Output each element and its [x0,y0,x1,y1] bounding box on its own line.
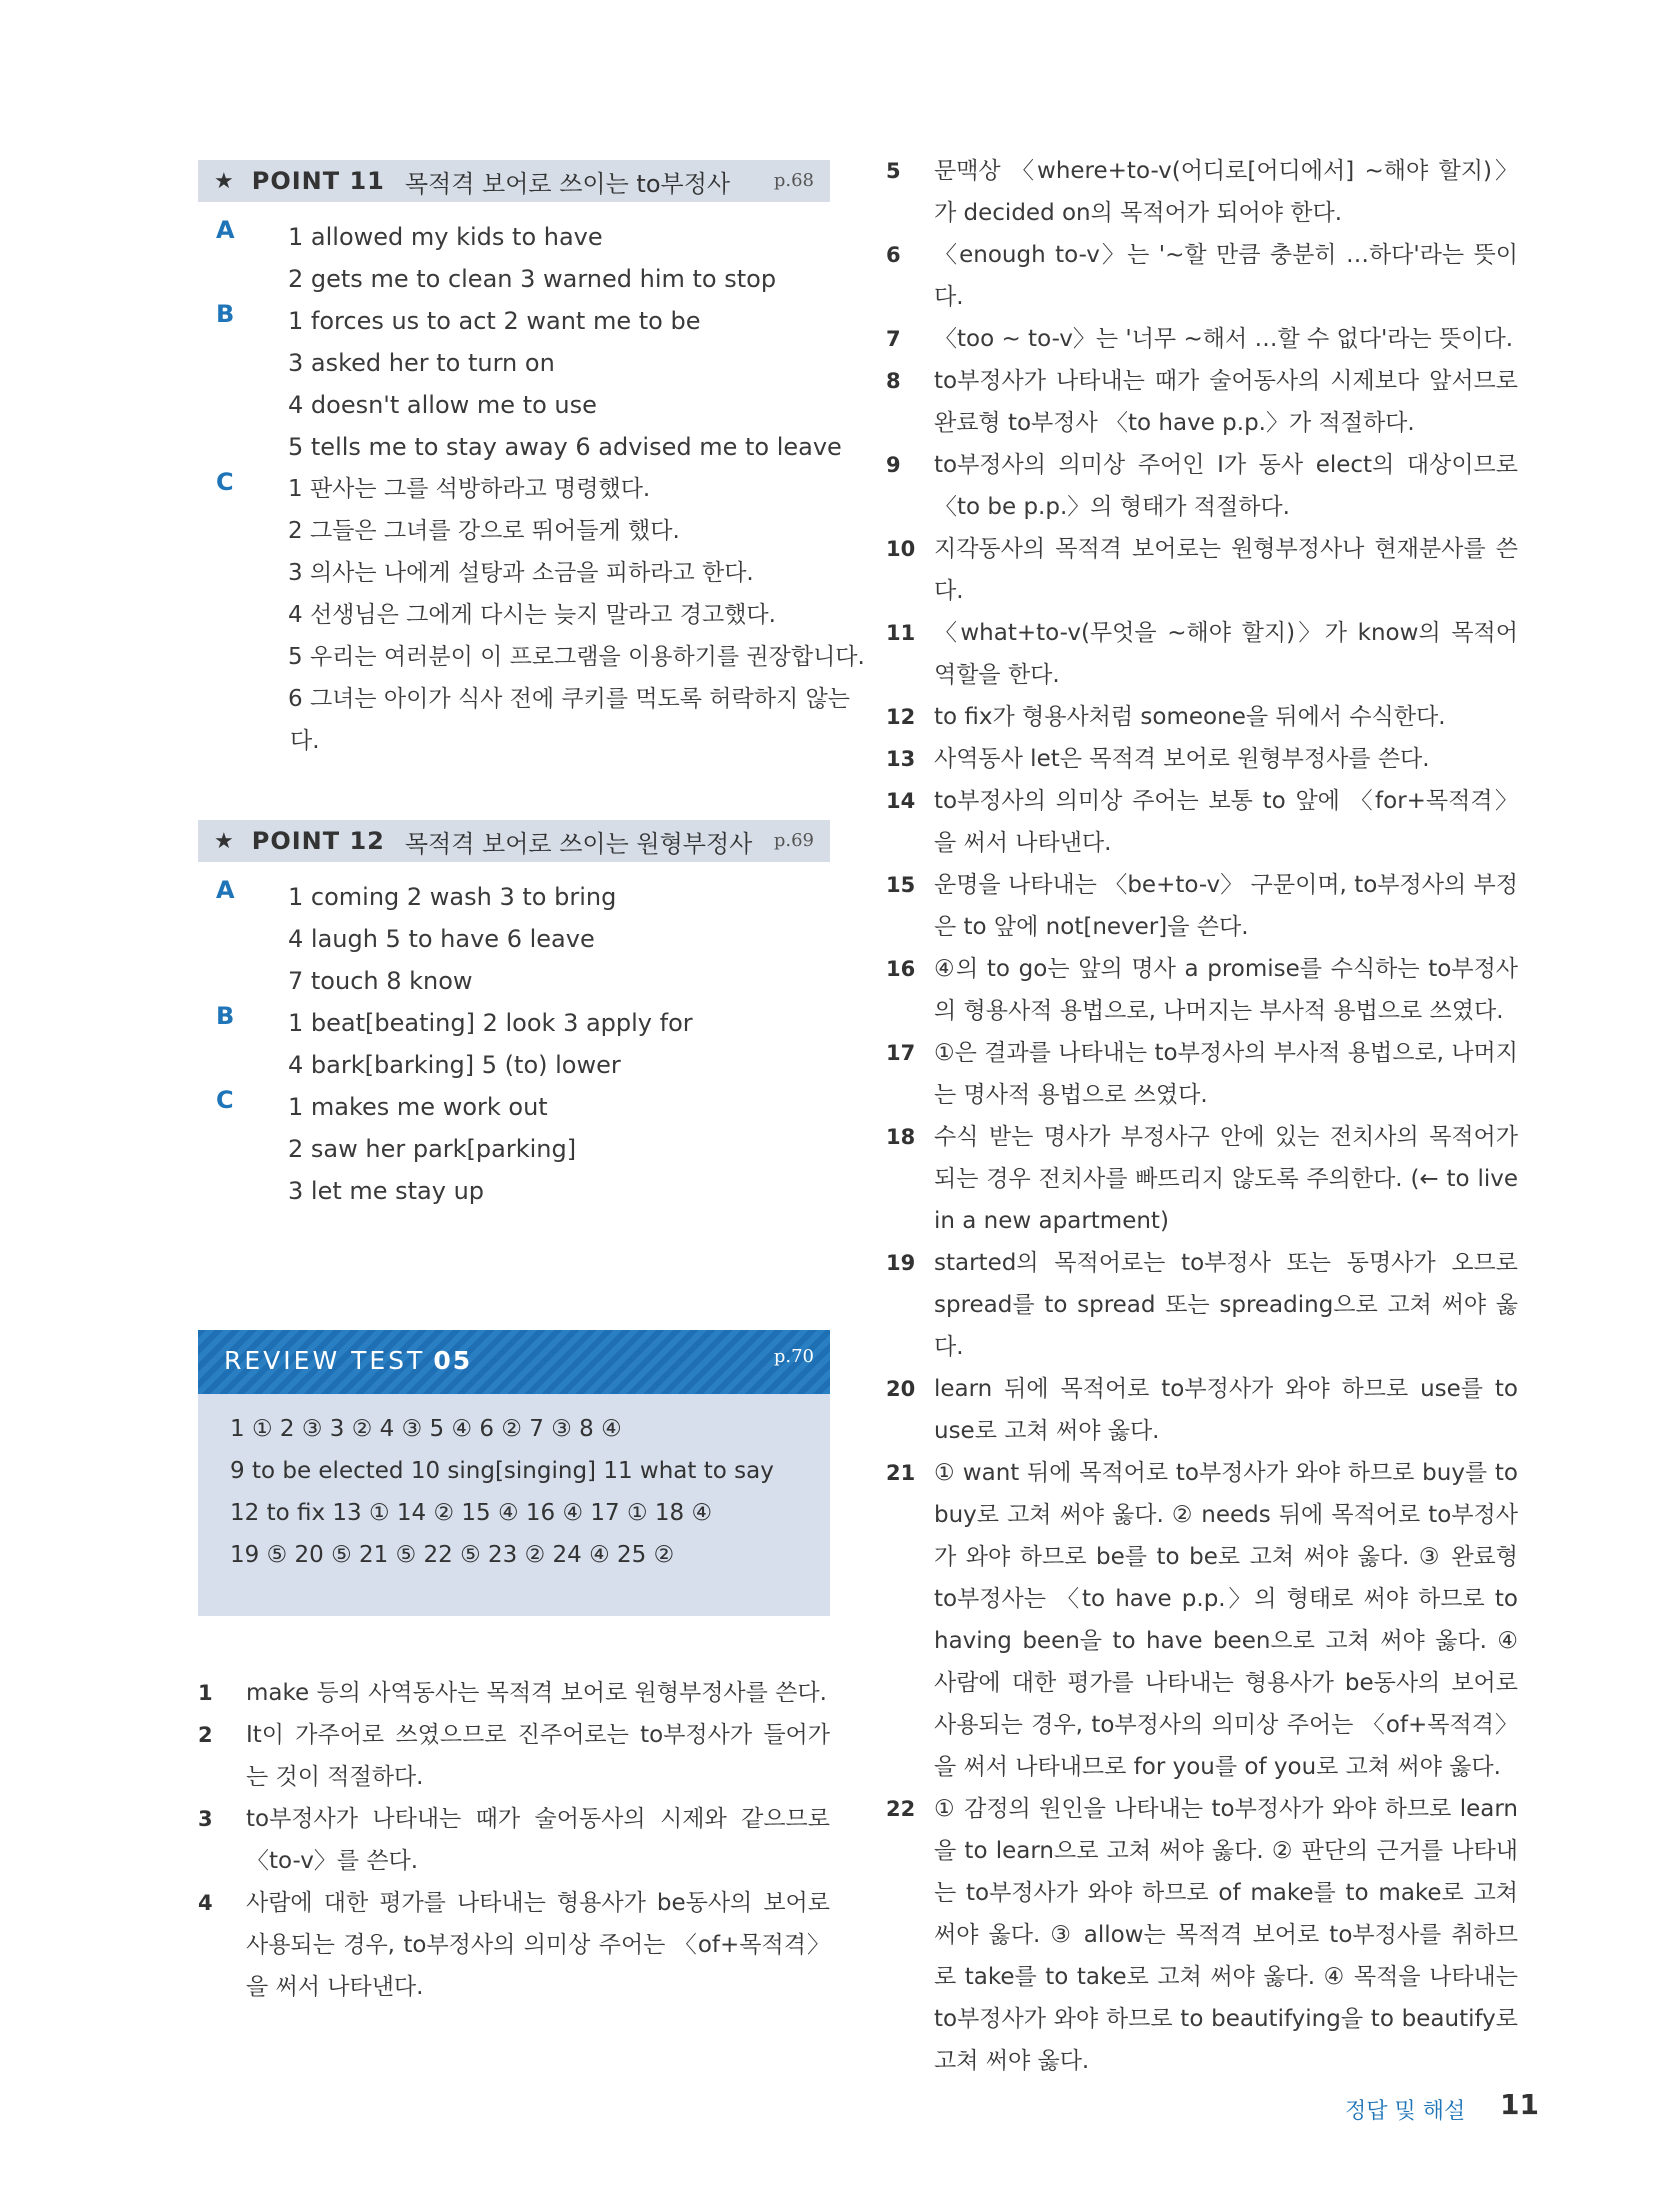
explanation-item [886,738,1518,780]
review-answer-line: 19 ⑤ 20 ⑤ 21 ⑤ 22 ⑤ 23 ② 24 ④ 25 ② [230,1542,675,1568]
explanation-number: 3 [198,1807,213,1831]
answer-line: 1 판사는 그를 석방하라고 명령했다. [288,476,651,502]
explanation-number: 7 [886,327,901,351]
explanation-number: 5 [886,159,901,183]
explanation-number: 1 [198,1681,213,1705]
review-answer-line: 1 ① 2 ③ 3 ② 4 ③ 5 ④ 6 ② 7 ③ 8 ④ [230,1416,622,1442]
answer-line: 1 beat[beating] 2 look 3 apply for [288,1009,693,1037]
explanation-item [886,864,1518,948]
explanation-text: ① 감정의 원인을 나타내는 to부정사가 와야 하므로 learn을 to learn으로 고쳐 써야 옳다. ② 판단의 근거를 나타내는 to부정사가 와야 하므로 of make를 to make로 고쳐 써야 옳다. ③ allow는 목적격 보어로 to부정사를 취하므로 take를 to take로 고쳐 써야 옳다. ④ 목적을 나타내는 to부정사가 와야 하므로 to beautifying을 to beautify로 고쳐 써야 옳다. [934,1796,1518,2074]
explanation-item [198,1798,830,1882]
explanation-text: 사람에 대한 평가를 나타내는 형용사가 be동사의 보어로 사용되는 경우, to부정사의 의미상 주어는 〈of+목적격〉을 써서 나타낸다. [246,1890,830,2000]
explanation-item [886,948,1518,1032]
point-12-page-ref: p.69 [773,830,814,851]
point-12-label: POINT 12 [251,827,385,855]
section-letter: A [216,876,235,904]
explanation-text: 수식 받는 명사가 부정사구 안에 있는 전치사의 목적어가 되는 경우 전치사를 빠뜨리지 않도록 주의한다. (← to live in a new apartment) [934,1124,1518,1234]
explanation-number: 11 [886,621,916,645]
footer-label: 정답 및 해설 [1345,2099,1466,2124]
explanation-item [886,528,1518,612]
explanation-item [886,1032,1518,1116]
page-number: 11 [1500,2088,1539,2121]
section-letter: C [216,1086,234,1114]
explanation-item [886,1368,1518,1452]
explanation-text: to부정사의 의미상 주어는 보통 to 앞에 〈for+목적격〉을 써서 나타낸다. [934,788,1518,856]
explanation-item [886,234,1518,318]
explanation-text: 사역동사 let은 목적격 보어로 원형부정사를 쓴다. [934,746,1430,772]
explanation-number: 22 [886,1797,916,1821]
explanation-number: 4 [198,1891,213,1915]
explanation-item [886,150,1518,234]
explanation-text: learn 뒤에 목적어로 to부정사가 와야 하므로 use를 to use로 고쳐 써야 옳다. [934,1376,1518,1444]
explanation-number: 19 [886,1251,916,1275]
explanation-item [886,1788,1518,2082]
explanation-number: 18 [886,1125,916,1149]
answer-line: 4 doesn't allow me to use [288,391,597,419]
explanation-item [886,612,1518,696]
point-11-label: POINT 11 [251,167,385,195]
explanation-number: 10 [886,537,916,561]
answer-line: 3 let me stay up [288,1177,485,1205]
explanation-text: ④의 to go는 앞의 명사 a promise를 수식하는 to부정사의 형용사적 용법으로, 나머지는 부사적 용법으로 쓰였다. [934,956,1518,1024]
point-11-page-ref: p.68 [773,170,814,191]
star-icon: ★ [214,168,234,194]
explanation-number: 14 [886,789,916,813]
explanation-number: 13 [886,747,916,771]
explanation-number: 2 [198,1723,213,1747]
review-test-answers [198,1394,830,1576]
explanation-item [886,696,1518,738]
review-test-title: REVIEW TEST 05 [224,1346,473,1375]
review-test-page-ref: p.70 [773,1346,814,1367]
explanation-text: started의 목적어로는 to부정사 또는 동명사가 오므로 spread를 to spread 또는 spreading으로 고쳐 써야 옳다. [934,1250,1518,1360]
explanations-right [886,150,1518,2082]
point-12-section-c [198,1086,830,1212]
answer-line: 3 의사는 나에게 설탕과 소금을 피하라고 한다. [288,560,754,586]
star-icon: ★ [214,828,234,854]
explanation-text: to부정사의 의미상 주어인 I가 동사 elect의 대상이므로 〈to be p.p.〉의 형태가 적절하다. [934,452,1518,520]
explanation-item [198,1882,830,2008]
point-12-section-a [198,876,830,1002]
explanation-number: 8 [886,369,901,393]
review-test-number: 05 [433,1346,473,1375]
review-answer-line: 9 to be elected 10 sing[singing] 11 what to say [230,1458,774,1484]
explanation-item [198,1672,830,1714]
explanation-number: 6 [886,243,901,267]
review-test-box [198,1330,830,1616]
explanation-item [886,444,1518,528]
explanation-text: to부정사가 나타내는 때가 술어동사의 시제보다 앞서므로 완료형 to부정사 〈to have p.p.〉가 적절하다. [934,368,1518,436]
explanation-text: ①은 결과를 나타내는 to부정사의 부사적 용법으로, 나머지는 명사적 용법으로 쓰였다. [934,1040,1518,1108]
explanation-item [886,780,1518,864]
explanation-number: 12 [886,705,916,729]
explanation-item [886,318,1518,360]
explanation-text: 문맥상 〈where+to-v(어디로[어디에서] ~해야 할지)〉가 decided on의 목적어가 되어야 한다. [934,158,1518,226]
answer-line: 2 그들은 그녀를 강으로 뛰어들게 했다. [288,518,680,544]
explanation-item [198,1714,830,1798]
answer-line: 1 forces us to act 2 want me to be [288,307,701,335]
explanation-number: 16 [886,957,916,981]
answer-line: 4 선생님은 그에게 다시는 늦지 말라고 경고했다. [288,602,776,628]
answer-line: 다. [290,728,320,754]
answer-line: 3 asked her to turn on [288,349,555,377]
answer-line: 4 bark[barking] 5 (to) lower [288,1051,621,1079]
explanation-text: 〈too ~ to-v〉는 '너무 ~해서 …할 수 없다'라는 뜻이다. [934,326,1514,352]
point-12-section-b [198,1002,830,1086]
explanation-text: 〈enough to-v〉는 '~할 만큼 충분히 …하다'라는 뜻이다. [934,242,1518,310]
answer-line: 1 makes me work out [288,1093,548,1121]
explanations-left [198,1672,830,2008]
explanation-text: 〈what+to-v(무엇을 ~해야 할지)〉가 know의 목적어 역할을 한다. [934,620,1518,688]
point-11-title: 목적격 보어로 쓰이는 to부정사 [404,169,731,198]
explanation-text: to fix가 형용사처럼 someone을 뒤에서 수식한다. [934,704,1446,730]
point-11-section-a [198,216,830,300]
explanation-text: It이 가주어로 쓰였으므로 진주어로는 to부정사가 들어가는 것이 적절하다. [246,1722,830,1790]
explanation-number: 20 [886,1377,916,1401]
explanation-item [886,1242,1518,1368]
explanation-number: 9 [886,453,901,477]
explanation-item [886,360,1518,444]
answer-line: 7 touch 8 know [288,967,473,995]
answer-line: 4 laugh 5 to have 6 leave [288,925,595,953]
point-12-title: 목적격 보어로 쓰이는 원형부정사 [404,829,753,858]
explanation-item [886,1116,1518,1242]
answer-line: 5 tells me to stay away 6 advised me to leave [288,433,842,461]
point-12-header [198,820,830,862]
left-column [198,160,865,1212]
section-letter: B [216,300,235,328]
answer-line: 5 우리는 여러분이 이 프로그램을 이용하기를 권장합니다. [288,644,865,670]
explanation-text: make 등의 사역동사는 목적격 보어로 원형부정사를 쓴다. [246,1680,827,1706]
section-letter: B [216,1002,235,1030]
answer-line: 2 gets me to clean 3 warned him to stop [288,265,777,293]
review-answer-line: 12 to fix 13 ① 14 ② 15 ④ 16 ④ 17 ① 18 ④ [230,1500,713,1526]
answer-line: 1 allowed my kids to have [288,223,603,251]
explanation-text: 지각동사의 목적격 보어로는 원형부정사나 현재분사를 쓴다. [934,536,1518,604]
answer-line: 6 그녀는 아이가 식사 전에 쿠키를 먹도록 허락하지 않는 [288,686,850,712]
explanation-number: 21 [886,1461,916,1485]
section-letter: A [216,216,235,244]
explanation-item [886,1452,1518,1788]
answer-line: 2 saw her park[parking] [288,1135,577,1163]
explanation-number: 17 [886,1041,916,1065]
explanation-number: 15 [886,873,916,897]
point-11-header [198,160,830,202]
point-11-section-c [198,468,865,762]
answer-line: 1 coming 2 wash 3 to bring [288,883,617,911]
explanation-text: ① want 뒤에 목적어로 to부정사가 와야 하므로 buy를 to buy로 고쳐 써야 옳다. ② needs 뒤에 목적어로 to부정사가 와야 하므로 be를 to be로 고쳐 써야 옳다. ③ 완료형 to부정사는 〈to have p.p.〉의 형태로 써야 하므로 to having been을 to have been으로 고쳐 써야 옳다. ④ 사람에 대한 평가를 나타내는 형용사가 be동사의 보어로 사용되는 경우, to부정사의 의미상 주어는 〈of+목적격〉을 써서 나타내므로 for you를 of you로 고쳐 써야 옳다. [934,1460,1518,1780]
section-letter: C [216,468,234,496]
review-test-header [198,1330,830,1394]
explanation-text: to부정사가 나타내는 때가 술어동사의 시제와 같으므로 〈to-v〉를 쓴다. [246,1806,830,1874]
point-11-section-b [198,300,842,468]
explanation-text: 운명을 나타내는 〈be+to-v〉 구문이며, to부정사의 부정은 to 앞에 not[never]을 쓴다. [934,872,1518,940]
